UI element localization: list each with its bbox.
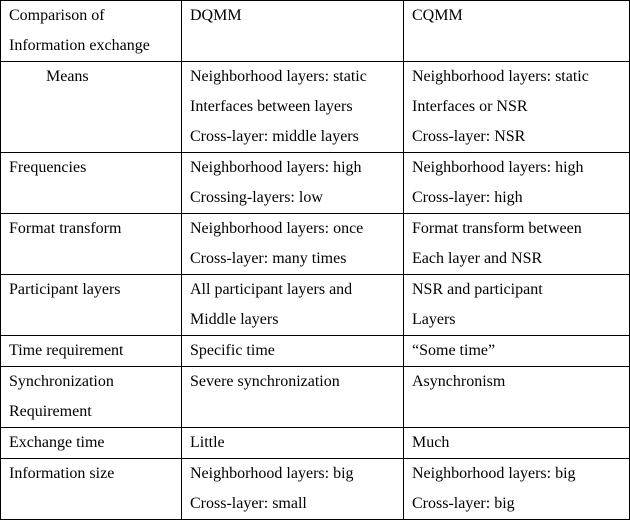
cell-line: Exchange time — [9, 434, 105, 451]
cqmm-cell — [404, 367, 630, 428]
cell-line: Asynchronism — [412, 373, 506, 390]
table-row-means — [1, 62, 630, 153]
cell-line: Requirement — [9, 403, 92, 420]
cell-line: Middle layers — [190, 311, 279, 328]
cell-line: Layers — [412, 311, 456, 328]
cqmm-cell — [404, 336, 630, 367]
header-cell-dqmm — [182, 1, 404, 62]
dqmm-cell — [182, 62, 404, 153]
cell-line: Format transform — [9, 220, 122, 237]
cell-line: Cross-layer: small — [190, 495, 307, 512]
cell-line: Neighborhood layers: high — [190, 159, 362, 176]
dqmm-cell — [182, 275, 404, 336]
cell-line: Comparison of — [9, 7, 105, 24]
cell-line: NSR and participant — [412, 281, 543, 298]
cqmm-cell — [404, 214, 630, 275]
row-label-cell — [1, 214, 182, 275]
row-label-cell — [1, 367, 182, 428]
dqmm-cell — [182, 153, 404, 214]
cell-line: Frequencies — [9, 159, 87, 176]
cell-line: Interfaces or NSR — [412, 98, 528, 115]
cell-line: Time requirement — [9, 342, 124, 359]
cell-line: All participant layers and — [190, 281, 353, 298]
cell-line: Neighborhood layers: high — [412, 159, 584, 176]
cell-line: Crossing-layers: low — [190, 189, 323, 206]
cell-line: Neighborhood layers: static — [412, 68, 589, 85]
cell-line: Format transform between — [412, 220, 582, 237]
cell-line: Severe synchronization — [190, 373, 340, 390]
cell-line: Information exchange — [9, 37, 150, 54]
table-row-information-size — [1, 459, 630, 520]
cell-line: Neighborhood layers: big — [412, 465, 576, 482]
dqmm-cell — [182, 214, 404, 275]
cqmm-cell — [404, 62, 630, 153]
cqmm-cell — [404, 428, 630, 459]
cell-line: DQMM — [190, 7, 242, 24]
row-label-cell — [1, 153, 182, 214]
table-row-exchange-time — [1, 428, 630, 459]
cell-line: Cross-layer: many times — [190, 250, 347, 267]
cell-line: Interfaces between layers — [190, 98, 353, 115]
dqmm-cell — [182, 428, 404, 459]
cell-line: CQMM — [412, 7, 463, 24]
dqmm-cell — [182, 367, 404, 428]
dqmm-cell — [182, 459, 404, 520]
cell-line: Neighborhood layers: once — [190, 220, 364, 237]
row-label-cell — [1, 275, 182, 336]
cell-line: “Some time” — [412, 342, 496, 359]
cell-line: Neighborhood layers: big — [190, 465, 354, 482]
row-label-cell — [1, 428, 182, 459]
table-row-participant-layers — [1, 275, 630, 336]
cell-line: Much — [412, 434, 450, 451]
table-row-time-requirement — [1, 336, 630, 367]
cell-line: Cross-layer: high — [412, 189, 523, 206]
table-row-frequencies — [1, 153, 630, 214]
cell-line: Participant layers — [9, 281, 121, 298]
cqmm-cell — [404, 459, 630, 520]
cell-line: Cross-layer: NSR — [412, 128, 526, 145]
cell-line: Neighborhood layers: static — [190, 68, 367, 85]
row-label-cell — [1, 62, 182, 153]
cell-line: Each layer and NSR — [412, 250, 543, 267]
cell-line: Information size — [9, 465, 115, 482]
cell-line: Cross-layer: middle layers — [190, 128, 359, 145]
dqmm-cell — [182, 336, 404, 367]
header-cell-cqmm — [404, 1, 630, 62]
cqmm-cell — [404, 275, 630, 336]
row-label-cell — [1, 336, 182, 367]
cell-line: Means — [46, 68, 89, 85]
cell-line: Cross-layer: big — [412, 495, 515, 512]
cqmm-cell — [404, 153, 630, 214]
table-row-format-transform — [1, 214, 630, 275]
header-cell-comparison — [1, 1, 182, 62]
cell-line: Specific time — [190, 342, 275, 359]
table-row-synchronization — [1, 367, 630, 428]
header-row — [1, 1, 630, 62]
cell-line: Synchronization — [9, 373, 114, 390]
row-label-cell — [1, 459, 182, 520]
cell-line: Little — [190, 434, 225, 451]
